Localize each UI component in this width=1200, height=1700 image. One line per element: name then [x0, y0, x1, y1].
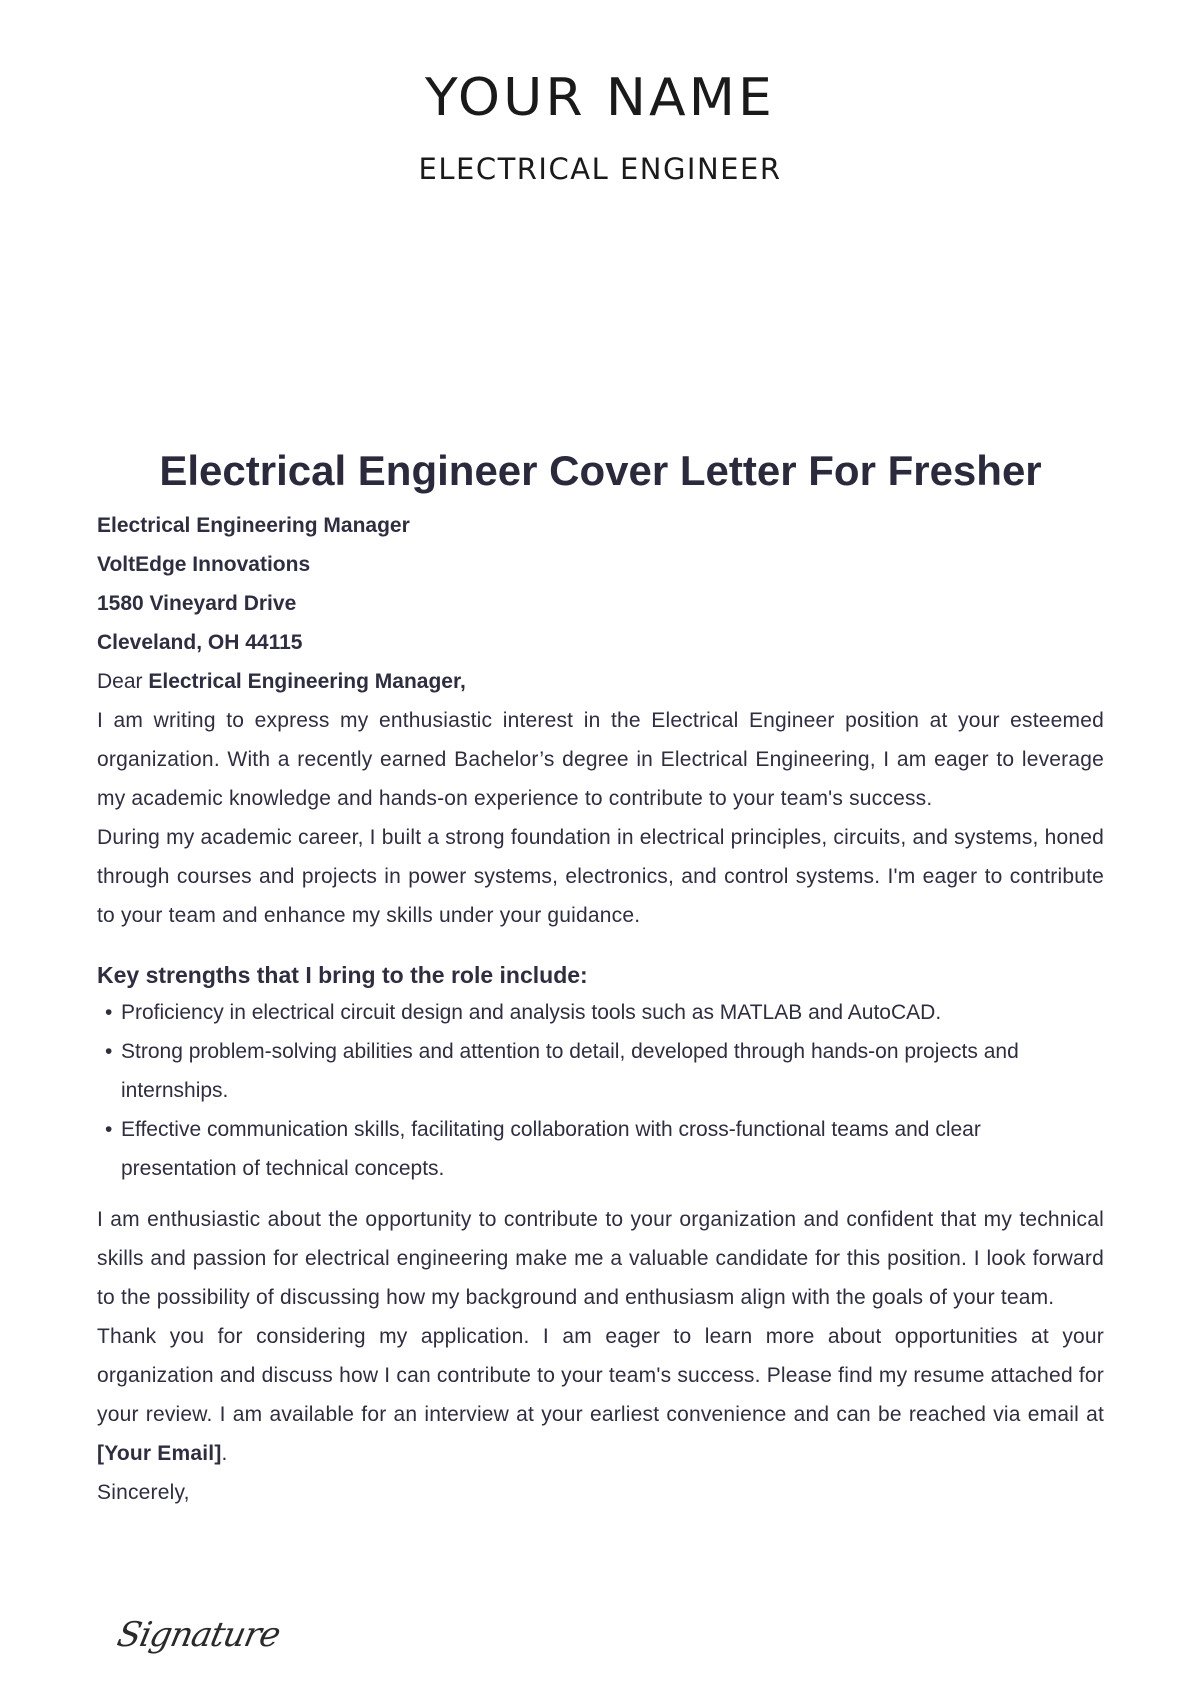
recipient-block: [97, 506, 1104, 662]
salutation: [97, 662, 1104, 701]
recipient-city: Cleveland, OH 44115: [97, 631, 303, 654]
list-item: • Strong problem-solving abilities and attention to detail, developed through hands-on projects and internships.: [105, 1032, 1051, 1110]
intro-paragraph: I am writing to express my enthusiastic interest in the Electrical Engineer position at your esteemed organization. With a recently earned Bachelor’s degree in Electrical Engineering, I am eager to leverage my academic knowledge and hands-on experience to contribute to your team's success.: [97, 709, 1104, 810]
letter-header: [0, 68, 1200, 186]
letter-title: Electrical Engineer Cover Letter For Fresher: [159, 447, 1042, 494]
academic-paragraph: During my academic career, I built a strong foundation in electrical principles, circuits, and systems, honed through courses and projects in power systems, electronics, and control systems. I'm eager to contribute to your team and enhance my skills under your guidance.: [97, 826, 1104, 927]
applicant-name: YOUR NAME: [425, 68, 775, 128]
list-item: • Effective communication skills, facilitating collaboration with cross-functional teams and clear presentation of technical concepts.: [105, 1110, 1051, 1188]
recipient-role: Electrical Engineering Manager: [97, 514, 410, 537]
salutation-greeting: Dear: [97, 670, 149, 693]
letter-body: [97, 442, 1104, 1512]
thank-you-paragraph: [97, 1317, 1104, 1473]
strengths-list: [97, 993, 1104, 1188]
salutation-name: Electrical Engineering Manager,: [148, 670, 466, 693]
strengths-heading: Key strengths that I bring to the role include:: [97, 962, 588, 988]
recipient-company: VoltEdge Innovations: [97, 553, 311, 576]
list-item: • Proficiency in electrical circuit design and analysis tools such as MATLAB and AutoCAD.: [105, 993, 1051, 1032]
email-placeholder: [Your Email]: [97, 1442, 222, 1465]
sign-off: Sincerely,: [97, 1481, 190, 1504]
signature: Signature: [113, 1615, 284, 1655]
thank-you-end: .: [221, 1442, 228, 1465]
applicant-job-title: ELECTRICAL ENGINEER: [418, 152, 782, 186]
thank-you-text: Thank you for considering my application. I am eager to learn more about opportunities at your organization and discuss how I can contribute to your team's success. Please find my resume attached for your review. I am available for an interview at your earliest convenience and can be reached via email at: [97, 1325, 1104, 1426]
recipient-street: 1580 Vineyard Drive: [97, 592, 297, 615]
closing-paragraph: I am enthusiastic about the opportunity to contribute to your organization and confident that my technical skills and passion for electrical engineering make me a valuable candidate for this position. I look forward to the possibility of discussing how my background and enthusiasm align with the goals of your team.: [97, 1208, 1104, 1309]
